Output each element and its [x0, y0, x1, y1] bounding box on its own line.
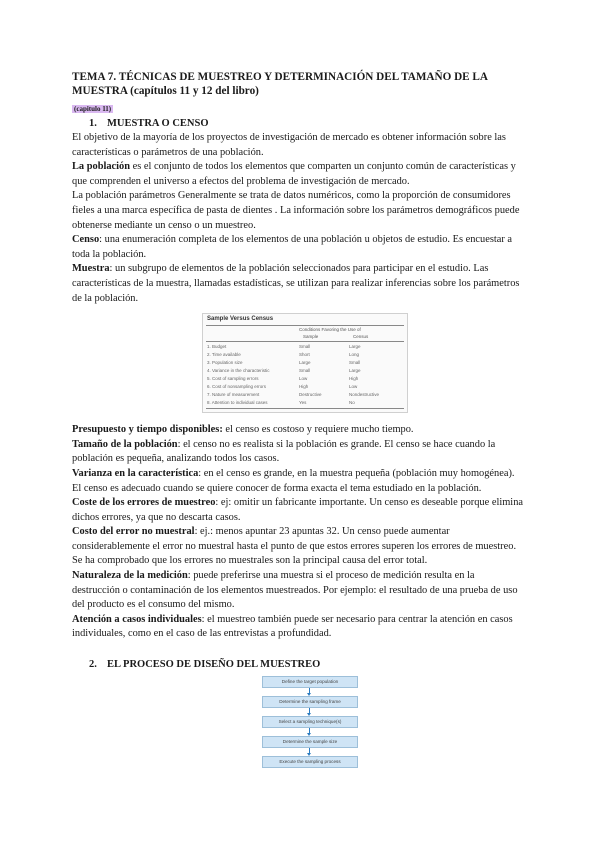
table-cell-factor: 8. Attention to individual cases	[207, 400, 268, 406]
factors-list	[72, 423, 524, 642]
table-row	[207, 376, 403, 384]
flow-arrow	[309, 708, 310, 714]
factor-term: Presupuesto y tiempo disponibles:	[72, 424, 223, 436]
factor-term: Costo del error no muestral	[72, 526, 195, 538]
table-cell-sample: High	[299, 384, 309, 390]
table-cell-sample: Small	[299, 344, 311, 350]
factor-term: Varianza en la característica	[72, 467, 199, 479]
section-2-heading	[89, 658, 524, 672]
table-rule-header	[206, 341, 404, 342]
factor-text: : puede preferirse una muestra si el proceso de medición resulta en la destrucción o contaminación de los elementos muestreados. Por ejemplo: el resultado de una prueba de uso del producto es el consumo del mismo.	[72, 570, 518, 611]
factor-text: : el censo no es realista si la población es grande. El censo se hace cuando la población es pequeña, analizando todos los casos.	[72, 438, 496, 465]
document-page	[72, 70, 524, 771]
factor-term: Atención a casos individuales	[72, 613, 202, 625]
sampling-design-flowchart	[262, 676, 372, 771]
table-cell-sample: Small	[299, 368, 311, 374]
flow-arrow	[309, 748, 310, 754]
muestra-text: : un subgrupo de elementos de la población seleccionados para participar en el estudio. Las características de la muestra, llamadas estadísticas, se utilizan para realizar inferencias sobre los parámetros de la población.	[72, 263, 520, 304]
flow-step: Define the target population	[262, 676, 358, 688]
table-cell-census: Low	[349, 384, 358, 390]
flow-arrow	[309, 728, 310, 734]
table-cell-sample: Destructive	[299, 392, 322, 398]
table-row	[207, 344, 403, 352]
factor-paragraph	[72, 467, 524, 496]
table-col-sample: Sample	[303, 334, 319, 340]
table-title: Sample Versus Census	[207, 316, 274, 323]
table-cell-sample: Yes	[299, 400, 307, 406]
table-cell-sample: Large	[299, 360, 311, 366]
section-1-number: 1.	[89, 118, 97, 129]
factor-paragraph	[72, 525, 524, 569]
table-cell-census: Long	[349, 352, 360, 358]
factor-term: Coste de los errores de muestreo	[72, 497, 216, 509]
section-2-title: EL PROCESO DE DISEÑO DEL MUESTREO	[107, 659, 321, 671]
table-row	[207, 392, 403, 400]
section-1-title: MUESTRA O CENSO	[107, 118, 209, 129]
table-row	[207, 384, 403, 392]
censo-paragraph	[72, 233, 524, 262]
factor-term: Tamaño de la población	[72, 438, 178, 450]
table-rule-top	[206, 325, 404, 326]
flow-step: Execute the sampling process	[262, 756, 358, 768]
chapter-tag: (capitulo 11)	[74, 105, 112, 113]
factor-text: : en el censo es grande, en la muestra pequeña (población muy homogénea). El censo es adecuado cuando se quiere conocer de forma exacta el tema estudiado en la población.	[72, 467, 515, 494]
table-row	[207, 368, 403, 376]
table-cell-census: High	[349, 376, 359, 382]
section-1-heading	[89, 117, 524, 131]
table-row	[207, 352, 403, 360]
flow-step: Select a sampling technique(s)	[262, 716, 358, 728]
table-cell-factor: 2. Time available	[207, 352, 241, 358]
factor-paragraph	[72, 496, 524, 525]
table-cell-census: Nondestructive	[349, 392, 380, 398]
table-cell-census: Large	[349, 368, 361, 374]
table-cell-census: No	[349, 400, 355, 406]
factor-paragraph	[72, 423, 524, 438]
factor-text: : ej.: menos apuntar 23 apuntas 32. Un censo puede aumentar considerablemente el error no muestral hasta el punto de que estos errores superen los errores de muestreo. Se ha comprobado que los errores no muestrales son la principal causa del error total.	[72, 526, 517, 567]
document-title: TEMA 7. TÉCNICAS DE MUESTREO Y DETERMINACIÓN DEL TAMAÑO DE LA MUESTRA (capítulos 11 y 12 del libro)	[72, 71, 488, 97]
table-row	[207, 400, 403, 408]
table-cell-census: Large	[349, 344, 361, 350]
table-cell-factor: 3. Population size	[207, 360, 243, 366]
poblacion-text: es el conjunto de todos los elementos que comparten un conjunto común de características y que comprenden el universo a efectos del problema de investigación de mercado.	[72, 161, 516, 187]
muestra-paragraph	[72, 262, 524, 306]
poblacion-term: La población	[72, 161, 131, 173]
table-cell-sample: Short	[299, 352, 310, 358]
table-row	[207, 360, 403, 368]
table-col-census: Census	[353, 334, 369, 340]
factor-text: : ej: omitir un fabricante importante. Un censo es deseable porque elimina dichos errores, ya que no descarta casos.	[72, 497, 523, 523]
censo-text: : una enumeración completa de los elementos de una población u objetos de estudio. Es encuestar a toda la población.	[72, 234, 513, 260]
table-rule-bottom	[206, 408, 404, 409]
flow-step: Determine the sample size	[262, 736, 358, 748]
censo-term: Censo	[72, 234, 100, 246]
table-group-header: Conditions Favoring the Use of	[299, 327, 361, 333]
muestra-term: Muestra	[72, 263, 110, 275]
table-cell-factor: 7. Nature of measurement	[207, 392, 260, 398]
sample-vs-census-table	[202, 313, 408, 413]
factor-text: : el muestreo también puede ser necesario para centrar la atención en casos individuales, como en el caso de las entrevistas a profundidad.	[72, 613, 513, 640]
table-cell-census: Small	[349, 360, 361, 366]
flow-arrow	[309, 688, 310, 694]
parametros-paragraph: La población parámetros Generalmente se trata de datos numéricos, como la proporción de consumidores fieles a una marca específica de pasta de dientes . La información sobre los parámetros demográficos puede obtenerse mediante un censo o un muestreo.	[72, 190, 520, 231]
intro-paragraph: El objetivo de la mayoría de los proyectos de investigación de mercado es obtener información sobre las características o parámetros de una población.	[72, 132, 506, 158]
factor-term: Naturaleza de la medición	[72, 570, 188, 582]
section-2-number: 2.	[89, 659, 97, 671]
poblacion-paragraph	[72, 160, 524, 189]
table-cell-factor: 5. Cost of sampling errors	[207, 376, 259, 382]
table-cell-factor: 1. Budget	[207, 344, 227, 350]
flow-step: Determine the sampling frame	[262, 696, 358, 708]
table-cell-factor: 4. Variance in the characteristic	[207, 368, 270, 374]
factor-paragraph	[72, 569, 524, 613]
factor-text: el censo es costoso y requiere mucho tiempo.	[222, 424, 414, 436]
factor-paragraph	[72, 438, 524, 467]
factor-paragraph	[72, 613, 524, 642]
table-cell-sample: Low	[299, 376, 308, 382]
table-cell-factor: 6. Cost of nonsampling errors	[207, 384, 267, 390]
